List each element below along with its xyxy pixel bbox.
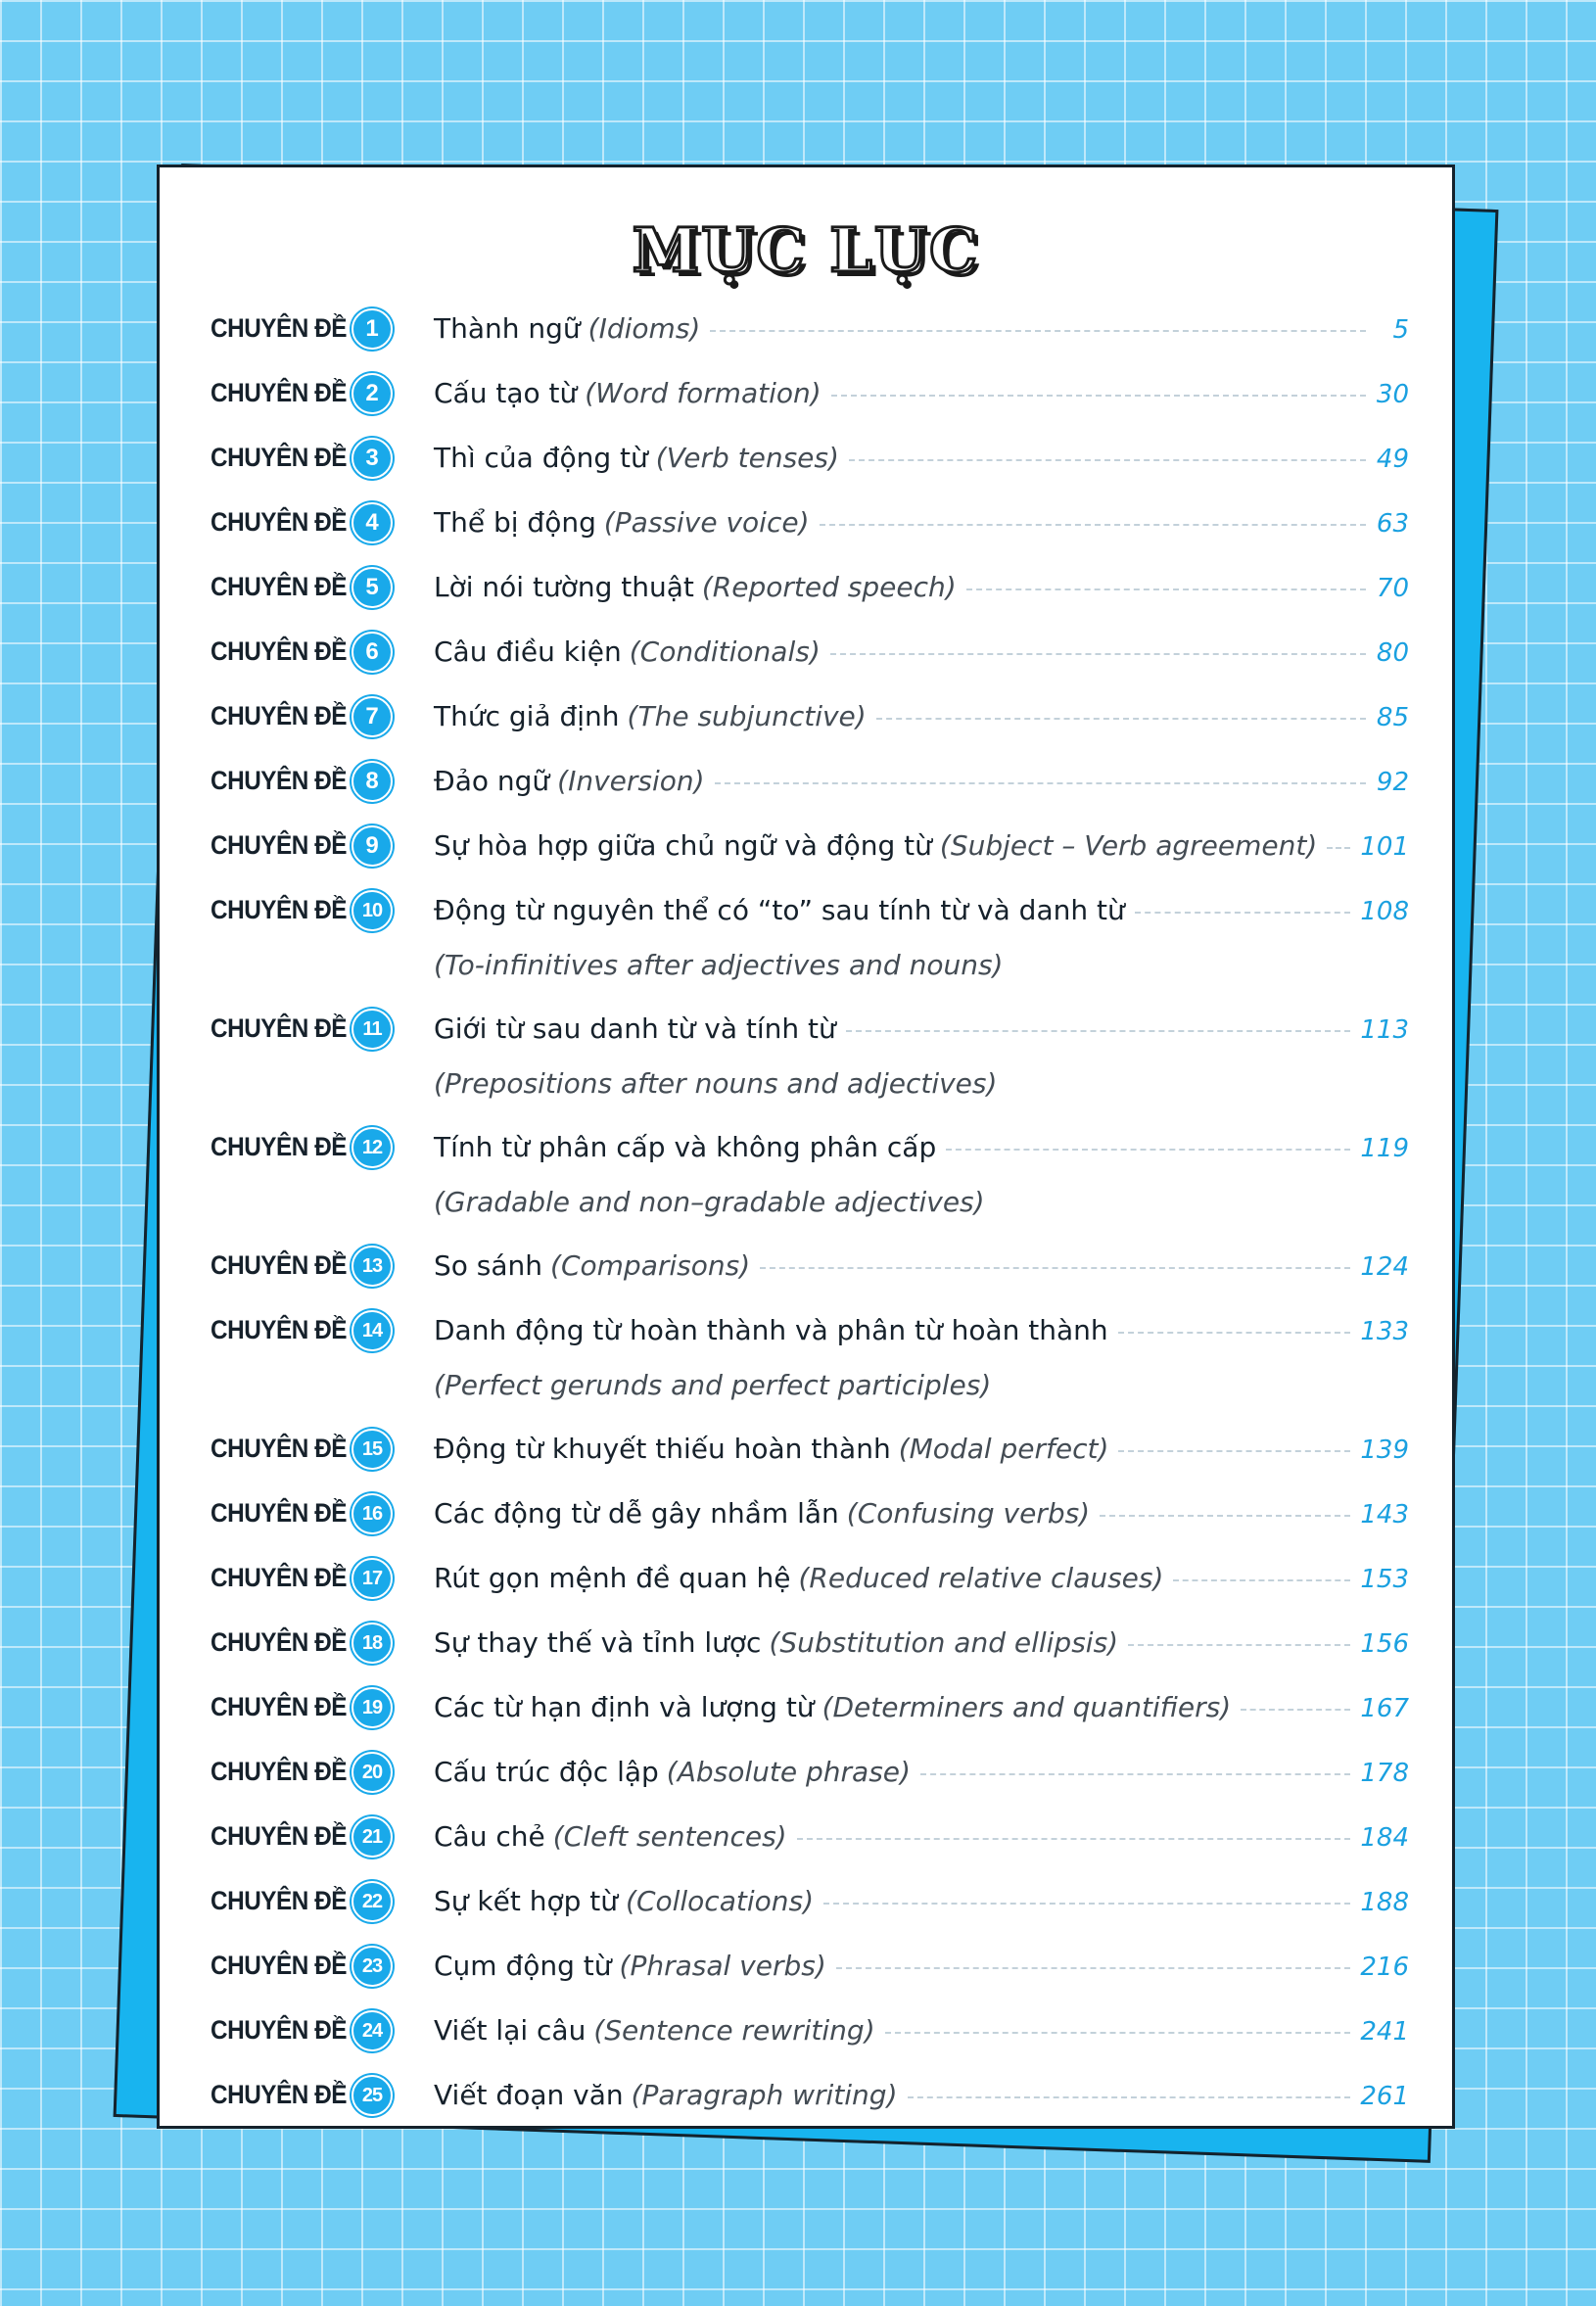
entry-content bbox=[434, 1431, 1409, 1469]
chapter-title-en: (Cleft sentences) bbox=[552, 1820, 787, 1853]
entry-line bbox=[434, 634, 1409, 672]
entry-content bbox=[434, 504, 1409, 542]
dot-leader bbox=[846, 1030, 1351, 1032]
chapter-title-vn[interactable]: Rút gọn mệnh đề quan hệ bbox=[434, 1562, 791, 1594]
toc-entry[interactable] bbox=[211, 1560, 1409, 1599]
page-number[interactable]: 216 bbox=[1360, 1953, 1409, 1982]
chapter-title-vn[interactable]: Thức giả định bbox=[434, 700, 620, 732]
chapter-prefix: CHUYÊN ĐỀ bbox=[211, 1498, 348, 1528]
entry-content bbox=[434, 892, 1409, 983]
chapter-title-vn[interactable]: Sự kết hợp từ bbox=[434, 1885, 619, 1917]
dot-leader bbox=[885, 2032, 1351, 2034]
entry-line bbox=[434, 1431, 1409, 1469]
toc-entry[interactable] bbox=[211, 1312, 1409, 1403]
chapter-title-en: (Sentence rewriting) bbox=[593, 2014, 875, 2047]
chapter-title-vn[interactable]: So sánh bbox=[434, 1249, 543, 1282]
chapter-title-en: (Collocations) bbox=[626, 1885, 815, 1917]
chapter-number-badge: 14 bbox=[352, 1310, 393, 1351]
chapter-number-badge: 24 bbox=[352, 2010, 393, 2051]
chapter-title-en: (Reported speech) bbox=[701, 571, 957, 603]
chapter-title-vn[interactable]: Các từ hạn định và lượng từ bbox=[434, 1691, 815, 1723]
page-number[interactable]: 63 bbox=[1376, 509, 1409, 539]
page-number[interactable]: 113 bbox=[1360, 1015, 1409, 1045]
entry-content bbox=[434, 1247, 1409, 1286]
entry-content bbox=[434, 569, 1409, 607]
entry-content bbox=[434, 1011, 1409, 1102]
entry-content bbox=[434, 1129, 1409, 1220]
chapter-title-vn[interactable]: Viết đoạn văn bbox=[434, 2079, 624, 2111]
chapter-prefix: CHUYÊN ĐỀ bbox=[211, 1692, 348, 1721]
dot-leader bbox=[710, 330, 1366, 332]
page-number[interactable]: 139 bbox=[1360, 1435, 1409, 1465]
chapter-prefix: CHUYÊN ĐỀ bbox=[211, 1627, 348, 1657]
dot-leader bbox=[830, 653, 1366, 655]
entry-line bbox=[434, 504, 1409, 542]
chapter-number-badge: 23 bbox=[352, 1946, 393, 1987]
chapter-number-badge: 17 bbox=[352, 1558, 393, 1599]
toc-entry[interactable] bbox=[211, 1624, 1409, 1664]
dot-leader bbox=[946, 1149, 1350, 1151]
page-number[interactable]: 124 bbox=[1360, 1252, 1409, 1282]
dot-leader bbox=[1100, 1515, 1350, 1517]
toc-entry[interactable] bbox=[211, 1818, 1409, 1858]
chapter-prefix: CHUYÊN ĐỀ bbox=[211, 378, 348, 407]
chapter-number-badge: 22 bbox=[352, 1881, 393, 1922]
chapter-prefix: CHUYÊN ĐỀ bbox=[211, 636, 348, 666]
page-number[interactable]: 85 bbox=[1376, 703, 1409, 732]
dot-leader bbox=[760, 1267, 1350, 1269]
chapter-title-en: (Comparisons) bbox=[550, 1249, 751, 1282]
entry-line bbox=[434, 2012, 1409, 2050]
entry-content bbox=[434, 1754, 1409, 1792]
chapter-number-badge: 19 bbox=[352, 1687, 393, 1728]
entry-content bbox=[434, 1312, 1409, 1403]
chapter-prefix: CHUYÊN ĐỀ bbox=[211, 507, 348, 537]
entry-content bbox=[434, 1818, 1409, 1857]
page-number[interactable]: 153 bbox=[1360, 1565, 1409, 1594]
dot-leader bbox=[820, 524, 1366, 526]
toc-page bbox=[157, 165, 1455, 2129]
dot-leader bbox=[908, 2096, 1351, 2098]
entry-line bbox=[434, 1624, 1409, 1663]
entry-content bbox=[434, 1689, 1409, 1727]
chapter-number-badge: 6 bbox=[352, 632, 393, 673]
toc-entry[interactable] bbox=[211, 1431, 1409, 1470]
chapter-title-en: (Subject – Verb agreement) bbox=[939, 829, 1318, 862]
entry-line bbox=[434, 1129, 1409, 1167]
dot-leader bbox=[876, 718, 1366, 720]
chapter-title-en: (Confusing verbs) bbox=[846, 1497, 1091, 1529]
chapter-number-badge: 18 bbox=[352, 1623, 393, 1664]
entry-line bbox=[434, 827, 1409, 866]
entry-content bbox=[434, 440, 1409, 478]
chapter-title-en: (Word formation) bbox=[585, 377, 821, 409]
entry-line bbox=[434, 569, 1409, 607]
entry-content bbox=[434, 1948, 1409, 1986]
page-number[interactable]: 156 bbox=[1360, 1629, 1409, 1659]
entry-content bbox=[434, 634, 1409, 672]
chapter-number-badge: 1 bbox=[352, 308, 393, 350]
chapter-title-vn[interactable]: Các động từ dễ gây nhầm lẫn bbox=[434, 1497, 839, 1529]
toc-entry[interactable] bbox=[211, 504, 1409, 543]
chapter-title-en: (Passive voice) bbox=[603, 506, 810, 539]
entry-content bbox=[434, 2012, 1409, 2050]
page-number[interactable]: 143 bbox=[1360, 1500, 1409, 1529]
chapter-number-badge: 2 bbox=[352, 373, 393, 414]
toc-entry[interactable] bbox=[211, 1883, 1409, 1922]
chapter-title-vn[interactable]: Sự hòa hợp giữa chủ ngữ và động từ bbox=[434, 829, 932, 862]
chapter-title-vn[interactable]: Sự thay thế và tỉnh lược bbox=[434, 1626, 762, 1659]
entry-line bbox=[434, 1818, 1409, 1857]
toc-entry[interactable] bbox=[211, 1129, 1409, 1220]
chapter-title-en: (Inversion) bbox=[557, 765, 705, 797]
entry-line bbox=[434, 763, 1409, 801]
chapter-title-vn[interactable]: Danh động từ hoàn thành và phân từ hoàn thành bbox=[434, 1314, 1108, 1346]
entry-content bbox=[434, 698, 1409, 736]
entry-line bbox=[434, 698, 1409, 736]
chapter-title-en: (Idioms) bbox=[587, 312, 701, 345]
chapter-number-badge: 5 bbox=[352, 567, 393, 608]
toc-list bbox=[211, 310, 1409, 2141]
chapter-number-badge: 9 bbox=[352, 825, 393, 867]
chapter-title-en: (Phrasal verbs) bbox=[619, 1950, 826, 1982]
chapter-title-vn[interactable]: Thì của động từ bbox=[434, 442, 648, 474]
dot-leader bbox=[715, 782, 1366, 784]
chapter-title-en: (Modal perfect) bbox=[898, 1433, 1109, 1465]
entry-content bbox=[434, 2077, 1409, 2115]
page-number[interactable]: 49 bbox=[1376, 445, 1409, 474]
chapter-title-vn[interactable]: Viết lại câu bbox=[434, 2014, 587, 2047]
chapter-number-badge: 12 bbox=[352, 1127, 393, 1168]
chapter-subtitle-en: (To-infinitives after adjectives and nouns) bbox=[434, 949, 1004, 981]
dot-leader bbox=[1128, 1644, 1350, 1646]
chapter-prefix: CHUYÊN ĐỀ bbox=[211, 572, 348, 601]
dot-leader bbox=[1118, 1450, 1350, 1452]
page-number[interactable]: 167 bbox=[1360, 1694, 1409, 1723]
toc-entry[interactable] bbox=[211, 440, 1409, 479]
entry-content bbox=[434, 310, 1409, 349]
chapter-title-en: (Determiners and quantifiers) bbox=[821, 1691, 1232, 1723]
chapter-prefix: CHUYÊN ĐỀ bbox=[211, 830, 348, 860]
toc-entry[interactable] bbox=[211, 827, 1409, 867]
dot-leader bbox=[1173, 1579, 1350, 1581]
dot-leader bbox=[1327, 847, 1350, 849]
chapter-title-en: (Verb tenses) bbox=[655, 442, 839, 474]
chapter-title-vn[interactable]: Cụm động từ bbox=[434, 1950, 612, 1982]
dot-leader bbox=[823, 1903, 1350, 1905]
toc-entry[interactable] bbox=[211, 569, 1409, 608]
entry-content bbox=[434, 1560, 1409, 1598]
page-number[interactable]: 241 bbox=[1360, 2017, 1409, 2047]
entry-line bbox=[434, 1689, 1409, 1727]
chapter-prefix: CHUYÊN ĐỀ bbox=[211, 2080, 348, 2109]
chapter-title-vn[interactable]: Câu chẻ bbox=[434, 1820, 545, 1853]
toc-entry[interactable] bbox=[211, 1689, 1409, 1728]
chapter-number-badge: 10 bbox=[352, 890, 393, 931]
chapter-prefix: CHUYÊN ĐỀ bbox=[211, 701, 348, 730]
dot-leader bbox=[849, 459, 1366, 461]
page-number[interactable]: 261 bbox=[1360, 2082, 1409, 2111]
dot-leader bbox=[920, 1773, 1350, 1775]
entry-content bbox=[434, 763, 1409, 801]
chapter-number-badge: 20 bbox=[352, 1752, 393, 1793]
chapter-subtitle-en: (Perfect gerunds and perfect participles) bbox=[434, 1369, 992, 1401]
chapter-number-badge: 13 bbox=[352, 1246, 393, 1287]
toc-entry[interactable] bbox=[211, 2012, 1409, 2051]
chapter-title-en: (Absolute phrase) bbox=[666, 1756, 911, 1788]
page-number[interactable]: 119 bbox=[1360, 1134, 1409, 1163]
chapter-prefix: CHUYÊN ĐỀ bbox=[211, 1821, 348, 1851]
entry-line bbox=[434, 1312, 1409, 1350]
entry-line bbox=[434, 440, 1409, 478]
toc-entry[interactable] bbox=[211, 634, 1409, 673]
page-number[interactable]: 80 bbox=[1376, 638, 1409, 668]
chapter-title-vn[interactable]: Thành ngữ bbox=[434, 312, 581, 345]
chapter-title-vn[interactable]: Cấu tạo từ bbox=[434, 377, 578, 409]
entry-line bbox=[434, 892, 1409, 930]
page-number[interactable]: 5 bbox=[1392, 315, 1409, 345]
chapter-prefix: CHUYÊN ĐỀ bbox=[211, 895, 348, 924]
entry-line bbox=[434, 375, 1409, 413]
page-title: MỤC LỤC bbox=[632, 214, 980, 286]
chapter-title-vn[interactable]: Tính từ phân cấp và không phân cấp bbox=[434, 1131, 937, 1163]
chapter-title-en: (Substitution and ellipsis) bbox=[769, 1626, 1119, 1659]
chapter-number-badge: 15 bbox=[352, 1429, 393, 1470]
chapter-prefix: CHUYÊN ĐỀ bbox=[211, 2015, 348, 2045]
chapter-subtitle-en: (Gradable and non–gradable adjectives) bbox=[434, 1186, 985, 1218]
chapter-number-badge: 25 bbox=[352, 2075, 393, 2116]
chapter-prefix: CHUYÊN ĐỀ bbox=[211, 1315, 348, 1344]
chapter-prefix: CHUYÊN ĐỀ bbox=[211, 313, 348, 343]
page-number[interactable]: 101 bbox=[1360, 832, 1409, 862]
entry-content bbox=[434, 375, 1409, 413]
toc-entry[interactable] bbox=[211, 763, 1409, 802]
dot-leader bbox=[966, 588, 1366, 590]
toc-entry[interactable] bbox=[211, 2077, 1409, 2116]
chapter-title-vn[interactable]: Động từ khuyết thiếu hoàn thành bbox=[434, 1433, 891, 1465]
chapter-prefix: CHUYÊN ĐỀ bbox=[211, 1563, 348, 1592]
chapter-prefix: CHUYÊN ĐỀ bbox=[211, 1886, 348, 1915]
entry-line bbox=[434, 1495, 1409, 1533]
toc-entry[interactable] bbox=[211, 698, 1409, 737]
chapter-subtitle-en: (Prepositions after nouns and adjectives) bbox=[434, 1067, 998, 1100]
dot-leader bbox=[797, 1838, 1351, 1840]
entry-line bbox=[434, 1247, 1409, 1286]
toc-entry[interactable] bbox=[211, 1247, 1409, 1287]
page-number[interactable]: 108 bbox=[1360, 897, 1409, 926]
entry-content bbox=[434, 1624, 1409, 1663]
chapter-title-vn[interactable]: Lời nói tường thuật bbox=[434, 571, 694, 603]
entry-content bbox=[434, 1883, 1409, 1921]
page-number[interactable]: 184 bbox=[1360, 1823, 1409, 1853]
page-number[interactable]: 92 bbox=[1376, 768, 1409, 797]
entry-line bbox=[434, 310, 1409, 349]
chapter-prefix: CHUYÊN ĐỀ bbox=[211, 1951, 348, 1980]
entry-line bbox=[434, 1560, 1409, 1598]
page-number[interactable]: 133 bbox=[1360, 1317, 1409, 1346]
chapter-prefix: CHUYÊN ĐỀ bbox=[211, 443, 348, 472]
chapter-prefix: CHUYÊN ĐỀ bbox=[211, 766, 348, 795]
toc-entry[interactable] bbox=[211, 1495, 1409, 1534]
chapter-title-vn[interactable]: Câu điều kiện bbox=[434, 635, 622, 668]
dot-leader bbox=[836, 1967, 1351, 1969]
toc-entry[interactable] bbox=[211, 375, 1409, 414]
toc-entry[interactable] bbox=[211, 892, 1409, 983]
chapter-prefix: CHUYÊN ĐỀ bbox=[211, 1132, 348, 1161]
chapter-prefix: CHUYÊN ĐỀ bbox=[211, 1757, 348, 1786]
entry-content bbox=[434, 1495, 1409, 1533]
chapter-title-vn[interactable]: Cấu trúc độc lập bbox=[434, 1756, 659, 1788]
page-number[interactable]: 70 bbox=[1376, 574, 1409, 603]
chapter-number-badge: 11 bbox=[352, 1009, 393, 1050]
chapter-number-badge: 7 bbox=[352, 696, 393, 737]
chapter-prefix: CHUYÊN ĐỀ bbox=[211, 1434, 348, 1463]
entry-line bbox=[434, 1948, 1409, 1986]
dot-leader bbox=[831, 395, 1366, 397]
toc-entry[interactable] bbox=[211, 1948, 1409, 1987]
chapter-number-badge: 21 bbox=[352, 1816, 393, 1858]
chapter-title-en: (Reduced relative clauses) bbox=[798, 1562, 1164, 1594]
chapter-title-vn[interactable]: Đảo ngữ bbox=[434, 765, 550, 797]
entry-content bbox=[434, 827, 1409, 866]
entry-line bbox=[434, 1754, 1409, 1792]
dot-leader bbox=[1118, 1332, 1351, 1334]
chapter-title-vn[interactable]: Động từ nguyên thể có “to” sau tính từ và danh từ bbox=[434, 894, 1125, 926]
toc-entry[interactable] bbox=[211, 1754, 1409, 1793]
chapter-number-badge: 3 bbox=[352, 438, 393, 479]
page-number[interactable]: 30 bbox=[1376, 380, 1409, 409]
entry-line bbox=[434, 1011, 1409, 1049]
dot-leader bbox=[1135, 912, 1351, 914]
chapter-title-vn[interactable]: Thể bị động bbox=[434, 506, 596, 539]
chapter-prefix: CHUYÊN ĐỀ bbox=[211, 1013, 348, 1043]
chapter-number-badge: 4 bbox=[352, 502, 393, 543]
page-number[interactable]: 178 bbox=[1360, 1759, 1409, 1788]
entry-line bbox=[434, 2077, 1409, 2115]
toc-entry[interactable] bbox=[211, 1011, 1409, 1102]
chapter-title-en: (Paragraph writing) bbox=[631, 2079, 898, 2111]
chapter-title-vn[interactable]: Giới từ sau danh từ và tính từ bbox=[434, 1012, 836, 1045]
toc-entry[interactable] bbox=[211, 310, 1409, 350]
chapter-title-en: (The subjunctive) bbox=[627, 700, 867, 732]
entry-line bbox=[434, 1883, 1409, 1921]
page-number[interactable]: 188 bbox=[1360, 1888, 1409, 1917]
dot-leader bbox=[1241, 1709, 1350, 1711]
chapter-title-en: (Conditionals) bbox=[629, 635, 821, 668]
chapter-number-badge: 16 bbox=[352, 1493, 393, 1534]
chapter-prefix: CHUYÊN ĐỀ bbox=[211, 1250, 348, 1280]
chapter-number-badge: 8 bbox=[352, 761, 393, 802]
